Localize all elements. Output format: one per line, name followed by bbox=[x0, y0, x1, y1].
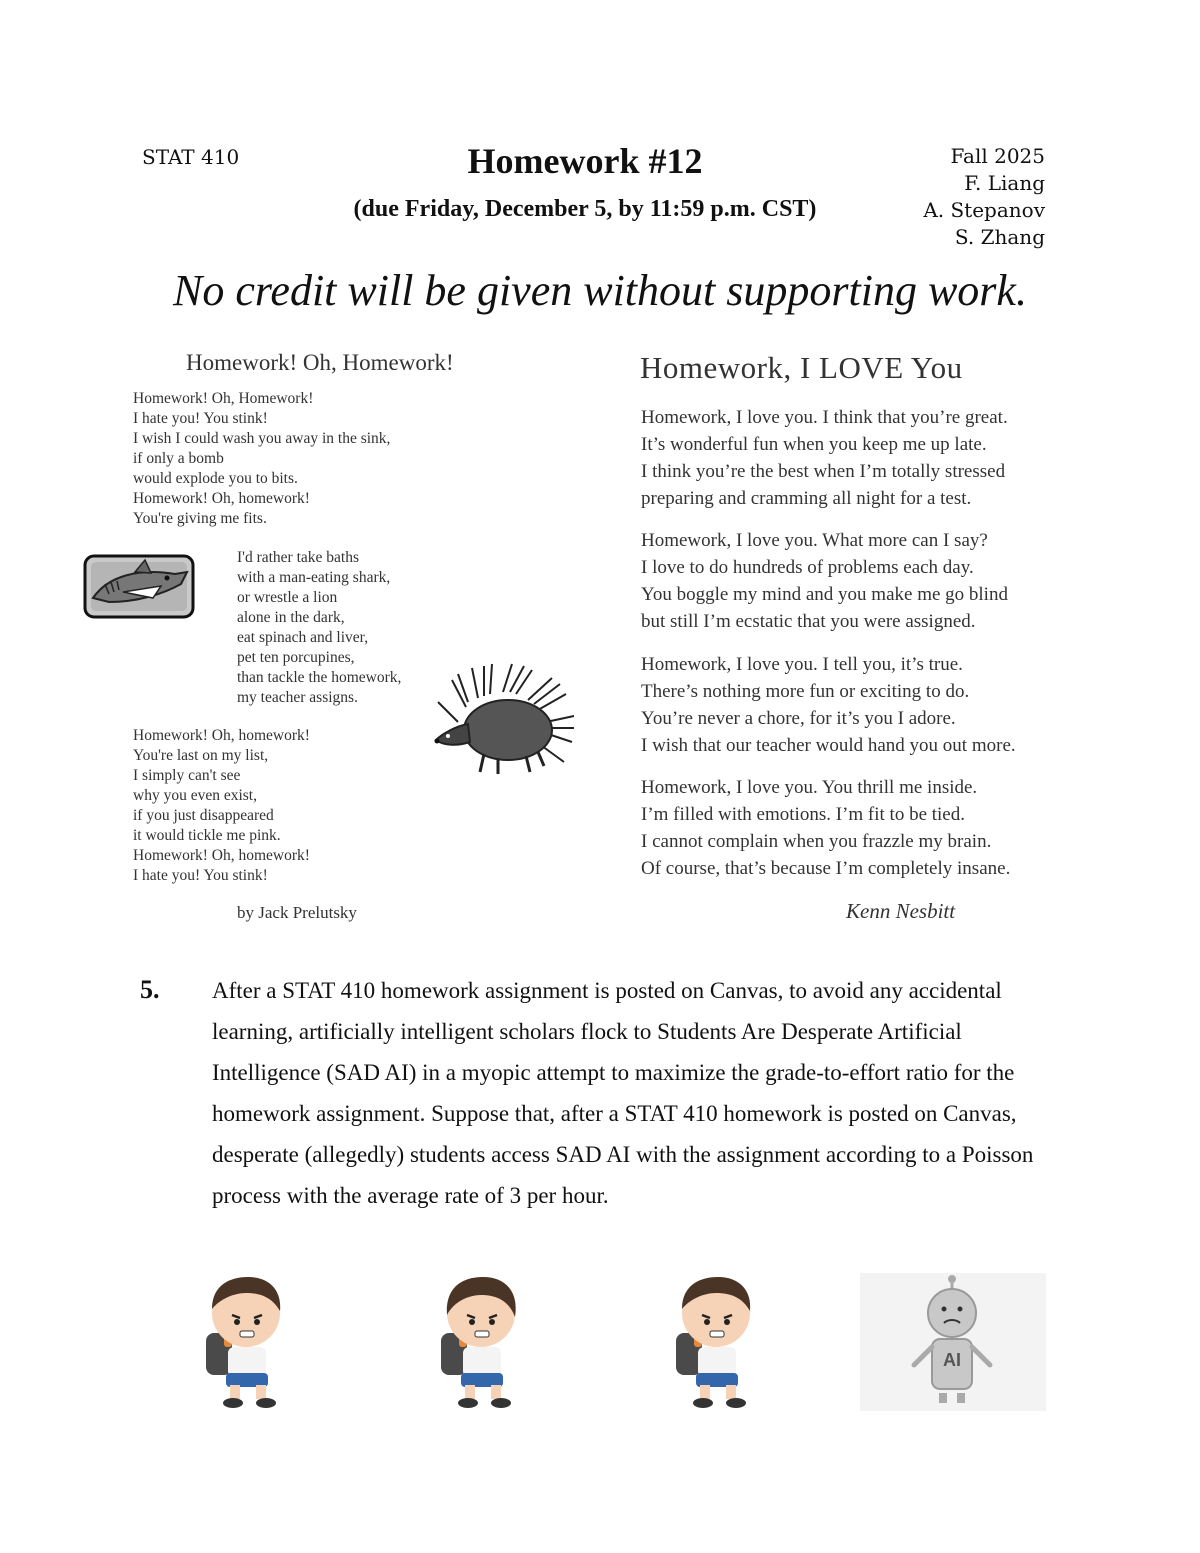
poem-line: I love to do hundreds of problems each day. bbox=[641, 557, 974, 578]
poem-line: You're giving me fits. bbox=[133, 510, 267, 527]
poem2-stanza bbox=[641, 527, 1008, 635]
shark-icon bbox=[83, 554, 195, 619]
poem1-title: Homework! Oh, Homework! bbox=[186, 350, 454, 375]
robot-label: AI bbox=[943, 1350, 961, 1370]
due-date: (due Friday, December 5, by 11:59 p.m. CST) bbox=[353, 196, 817, 222]
course-code: STAT 410 bbox=[142, 145, 240, 169]
problem-number: 5. bbox=[140, 975, 160, 1004]
poem1-stanza bbox=[133, 726, 310, 886]
poem-line: I wish that our teacher would hand you out more. bbox=[641, 735, 1016, 756]
poem-line: why you even exist, bbox=[133, 787, 257, 804]
poem-line: Homework! Oh, homework! bbox=[133, 727, 310, 744]
poem-line: I cannot complain when you frazzle my brain. bbox=[641, 831, 992, 852]
poem2-stanza bbox=[641, 404, 1008, 512]
problem-text: After a STAT 410 homework assignment is posted on Canvas, to avoid any accidental learning, artificially intelligent scholars flock to Students Are Desperate Artificial Intelligence (SAD AI) in a myopic attempt to maximize the grade-to-effort ratio for the homework assignment. Suppose that, after a STAT 410 homework is posted on Canvas, desperate (allegedly) students access SAD AI with the assignment according to a Poisson process with the average rate of 3 per hour. bbox=[212, 978, 1034, 1208]
poem-line: Homework! Oh, Homework! bbox=[133, 390, 314, 407]
instructor: F. Liang bbox=[964, 171, 1045, 195]
student-icon bbox=[200, 1275, 295, 1410]
poem-line: Homework, I love you. What more can I say? bbox=[641, 530, 988, 551]
poem-line: preparing and cramming all night for a test. bbox=[641, 488, 972, 509]
poem-line: it would tickle me pink. bbox=[133, 827, 281, 844]
student-icon bbox=[670, 1275, 765, 1410]
poem-line: with a man-eating shark, bbox=[237, 569, 391, 586]
page-title: Homework #12 bbox=[467, 141, 703, 181]
poem1-author: by Jack Prelutsky bbox=[237, 903, 357, 922]
poem-line: I’m filled with emotions. I’m fit to be tied. bbox=[641, 804, 965, 825]
poem-line: I hate you! You stink! bbox=[133, 867, 268, 884]
notice: No credit will be given without supporting work. bbox=[173, 266, 1027, 315]
poem-line: Homework, I love you. I think that you’re great. bbox=[641, 407, 1008, 428]
term-instructors bbox=[923, 143, 1045, 251]
poem-line: I wish I could wash you away in the sink, bbox=[133, 430, 391, 447]
poem-line: There’s nothing more fun or exciting to do. bbox=[641, 681, 970, 702]
poem-line: but still I’m ecstatic that you were assigned. bbox=[641, 611, 976, 632]
poem-line: I hate you! You stink! bbox=[133, 410, 268, 427]
poem2-stanza bbox=[641, 651, 1016, 759]
poem-line: my teacher assigns. bbox=[237, 689, 358, 706]
poem-line: Homework, I love you. You thrill me inside. bbox=[641, 777, 978, 798]
poem-line: or wrestle a lion bbox=[237, 589, 338, 606]
instructor: S. Zhang bbox=[954, 225, 1045, 249]
poem-line: if you just disappeared bbox=[133, 807, 274, 824]
poem-line: alone in the dark, bbox=[237, 609, 345, 626]
poem1-stanza bbox=[133, 389, 390, 529]
poem2-stanza bbox=[641, 774, 1010, 882]
poem-line: would explode you to bits. bbox=[133, 470, 298, 487]
poem-line: Homework! Oh, homework! bbox=[133, 847, 310, 864]
student-icon bbox=[435, 1275, 530, 1410]
poem2-title: Homework, I LOVE You bbox=[640, 350, 963, 385]
robot-icon bbox=[860, 1273, 1046, 1411]
term: Fall 2025 bbox=[950, 144, 1045, 168]
poem-line: You’re never a chore, for it’s you I adore. bbox=[641, 708, 956, 729]
poem-line: I simply can't see bbox=[133, 767, 241, 784]
poem1-stanza bbox=[237, 548, 401, 708]
poem-line: Of course, that’s because I’m completely insane. bbox=[641, 858, 1011, 879]
poem-line: Homework, I love you. I tell you, it’s true. bbox=[641, 654, 963, 675]
poem-line: if only a bomb bbox=[133, 450, 224, 467]
instructor: A. Stepanov bbox=[923, 198, 1045, 222]
poem-line: Homework! Oh, homework! bbox=[133, 490, 310, 507]
poem-line: You're last on my list, bbox=[133, 747, 269, 764]
poem-line: I think you’re the best when I’m totally stressed bbox=[641, 461, 1006, 482]
poem-line: It’s wonderful fun when you keep me up late. bbox=[641, 434, 987, 455]
poem-line: pet ten porcupines, bbox=[237, 649, 355, 666]
poem-line: than tackle the homework, bbox=[237, 669, 402, 686]
poem-line: You boggle my mind and you make me go blind bbox=[641, 584, 1008, 605]
poem2-author: Kenn Nesbitt bbox=[846, 899, 956, 923]
poem-line: I'd rather take baths bbox=[237, 549, 360, 566]
poem-line: eat spinach and liver, bbox=[237, 629, 369, 646]
porcupine-icon bbox=[428, 662, 578, 777]
